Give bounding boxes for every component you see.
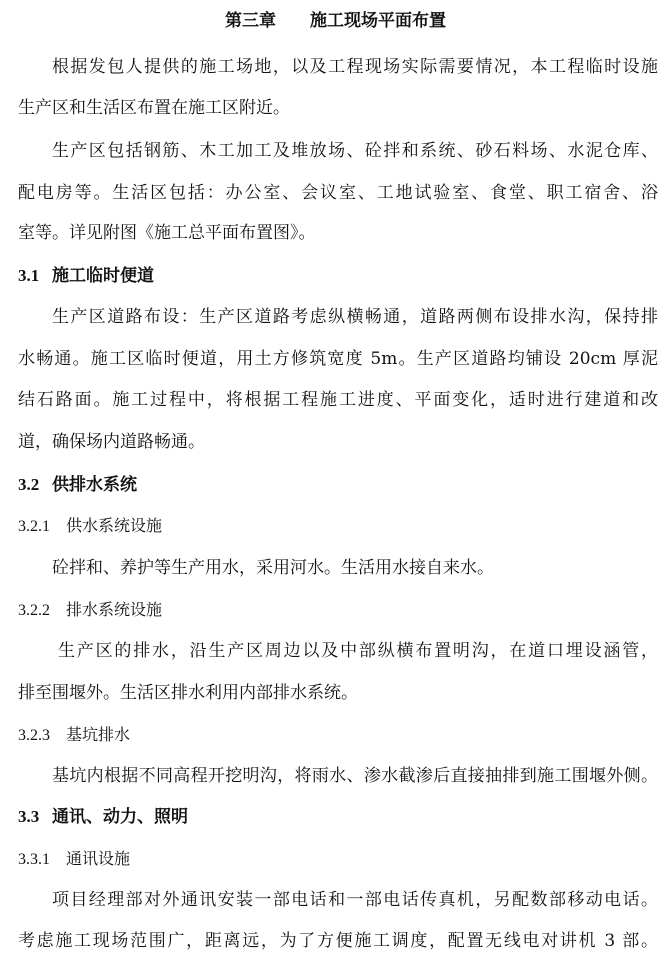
paragraph-line: 生产区道路布设：生产区道路考虑纵横畅通，道路两侧布设排水沟，保持排 (52, 307, 658, 327)
section-heading-3-3 (18, 806, 188, 828)
paragraph-line: 生产区的排水，沿生产区周边以及中部纵横布置明沟，在道口埋设涵管， (58, 641, 658, 661)
paragraph-line: 结石路面。施工过程中，将根据工程施工进度、平面变化，适时进行建道和改 (18, 390, 658, 410)
section-number: 3.1 (18, 266, 40, 285)
section-title: 施工临时便道 (52, 266, 154, 286)
subsection-number: 3.2.3 (18, 727, 50, 744)
chapter-title: 施工现场平面布置 (310, 11, 446, 31)
subsection-number: 3.2.2 (18, 602, 50, 619)
subsection-title: 通讯设施 (66, 849, 131, 868)
subsection-title: 基坑排水 (66, 725, 131, 744)
section-heading-3-1 (18, 265, 154, 287)
paragraph-line: 水畅通。施工区临时便道，用土方修筑宽度 5m。生产区道路均铺设 20cm 厚泥 (18, 349, 658, 369)
paragraph-line: 配电房等。生活区包括：办公室、会议室、工地试验室、食堂、职工宿舍、浴 (18, 183, 658, 203)
subsection-heading-3-3-1 (18, 848, 130, 871)
paragraph-line: 室等。详见附图《施工总平面布置图》。 (18, 223, 316, 243)
subsection-heading-3-2-3 (18, 724, 130, 747)
paragraph-line: 项目经理部对外通讯安装一部电话和一部电话传真机，另配数部移动电话。 (52, 890, 658, 910)
paragraph-line: 基坑内根据不同高程开挖明沟，将雨水、渗水截渗后直接抽排到施工围堰外侧。 (52, 766, 658, 786)
paragraph-line: 砼拌和、养护等生产用水，采用河水。生活用水接自来水。 (52, 558, 494, 578)
paragraph-line: 道，确保场内道路畅通。 (18, 432, 205, 452)
subsection-number: 3.3.1 (18, 851, 50, 868)
paragraph-line: 排至围堰外。生活区排水利用内部排水系统。 (18, 683, 358, 703)
chapter-number: 第三章 (225, 11, 276, 31)
paragraph-line: 考虑施工现场范围广，距离远，为了方便施工调度，配置无线电对讲机 3 部。 (18, 931, 658, 951)
paragraph-line: 生产区包括钢筋、木工加工及堆放场、砼拌和系统、砂石料场、水泥仓库、 (52, 141, 658, 161)
subsection-title: 排水系统设施 (66, 600, 163, 619)
section-heading-3-2 (18, 474, 137, 496)
chapter-heading (0, 10, 671, 32)
section-number: 3.2 (18, 475, 40, 494)
subsection-heading-3-2-1 (18, 515, 162, 538)
section-number: 3.3 (18, 807, 40, 826)
subsection-number: 3.2.1 (18, 518, 50, 535)
paragraph-line: 生产区和生活区布置在施工区附近。 (18, 98, 290, 118)
subsection-title: 供水系统设施 (66, 516, 163, 535)
section-title: 通讯、动力、照明 (52, 807, 188, 827)
paragraph-line: 根据发包人提供的施工场地，以及工程现场实际需要情况，本工程临时设施 (52, 57, 658, 77)
section-title: 供排水系统 (52, 475, 137, 495)
subsection-heading-3-2-2 (18, 599, 162, 622)
